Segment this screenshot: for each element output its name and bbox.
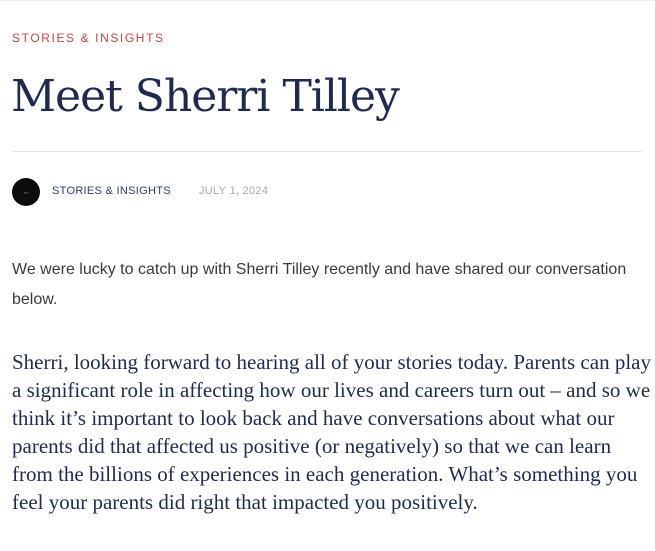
meta-category-link[interactable]: STORIES & INSIGHTS <box>52 185 171 197</box>
interview-question: Sherri, looking forward to hearing all of your stories today. Parents can play a significant role in affecting how our lives and careers turn out – and so we think it’s important to look back and have conversations about what our parents did that affected us positive (or negatively) so that we can learn from the billions of experiences in each generation. What’s something you feel your parents did right that impacted you positively. <box>12 350 651 514</box>
top-rule <box>0 0 655 1</box>
category-link[interactable]: STORIES & INSIGHTS <box>12 31 165 45</box>
author-avatar[interactable] <box>12 178 40 206</box>
title-divider <box>12 151 642 152</box>
page-title: Meet Sherri Tilley <box>11 71 399 122</box>
intro-paragraph: We were lucky to catch up with Sherri Tilley recently and have shared our conversation below. <box>12 261 627 308</box>
publish-date: JULY 1, 2024 <box>199 185 269 197</box>
publication-logo-icon: ▪▪▪ <box>23 189 29 195</box>
